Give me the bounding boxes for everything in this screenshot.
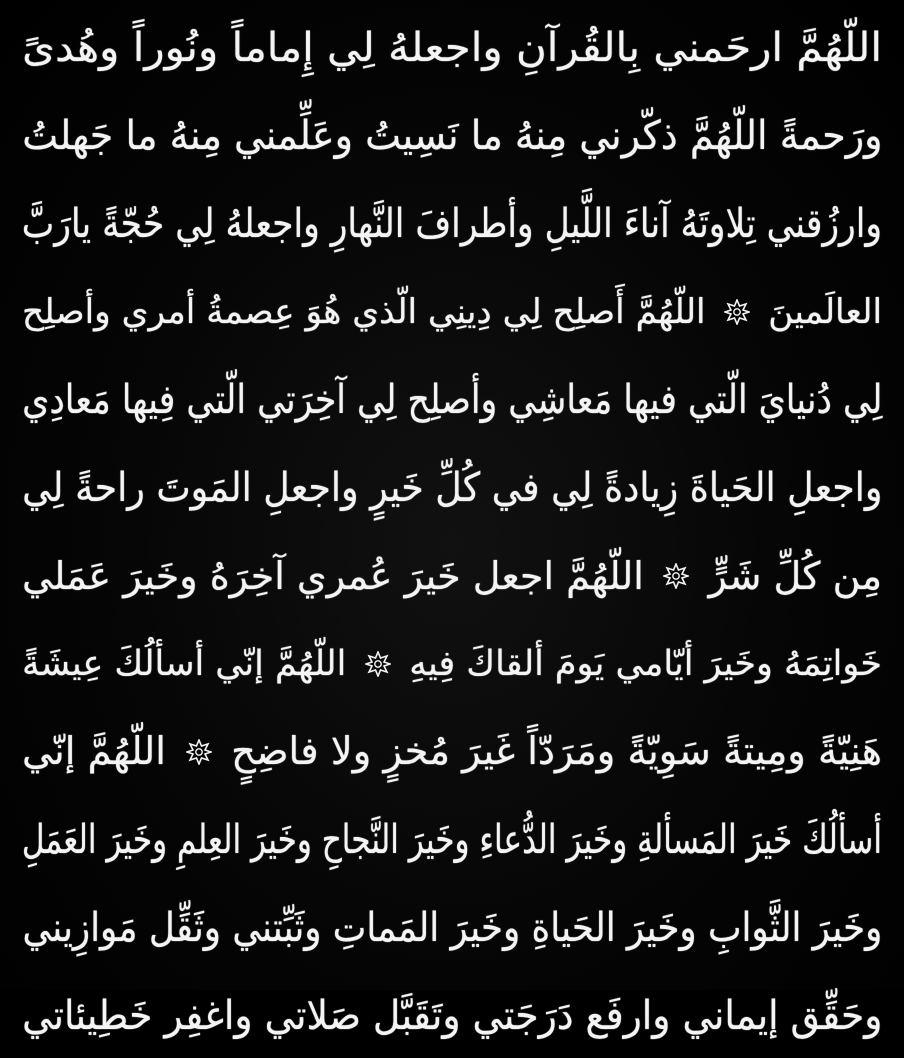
line-text: وحَقِّق إيماني وارفَع دَرَجَتي وتَقَبَّل صَلاتي واغفِر خَطِيئاتي (21, 993, 883, 1039)
text-line-4 (22, 270, 882, 354)
line-text: وارزُقني تِلاوتَهُ آناءَ اللَّيلِ وأطرافَ النَّهارِ واجعلهُ لِي حُجّةً يارَبَّ (21, 201, 883, 247)
text-line-3 (22, 182, 882, 266)
text-line-12 (22, 974, 882, 1058)
line-text: لِي دُنيايَ الّتي فيها مَعاشِي وأصلِح لِي آخِرَتي الّتي فِيها مَعادِي (21, 377, 882, 423)
text-line-5 (22, 358, 882, 442)
text-line-1 (22, 6, 882, 90)
star-ornament-icon (724, 299, 750, 325)
line-text-before-ornament: خَواتِمَهُ وخَيرَ أيّامي يَومَ ألقاكَ فِيهِ (409, 644, 882, 684)
line-text: واجعلِ الحَياةَ زِيادةً لِي في كُلِّ خَيرٍ واجعلِ المَوتَ راحةً لِي (21, 465, 882, 511)
star-ornament-icon (186, 739, 212, 765)
text-line-2 (22, 94, 882, 178)
text-line-8 (22, 622, 882, 706)
star-ornament-icon (663, 563, 689, 589)
line-text-before-ornament: مِن كُلِّ شَرٍّ (708, 554, 882, 598)
line-text: أسألُكَ خَيرَ المَسألةِ وخَيرَ الدُّعاءِ وخَيرَ النَّجاحِ وخَيرَ العِلمِ وخَيرَ العَمَلِ (21, 817, 883, 863)
text-line-11 (22, 886, 882, 970)
line-text-before-ornament: هَنِيّةً ومِيتةً سَوِيّةً ومَرَدّاً غَيرَ مُخزٍ ولا فاضِحٍ (231, 729, 882, 774)
line-text-after-ornament: اللّهُمَّ إنّي أسألُكَ عِيشَةً (22, 644, 347, 684)
line-text-after-ornament: اللّهُمَّ إنّي (22, 729, 166, 774)
line-text-after-ornament: اللّهُمَّ أَصلِح لِي دِينِي الّذي هُوَ عِصمةُ أمري وأصلِح (22, 292, 706, 332)
line-text-after-ornament: اللّهُمَّ اجعل خَيرَ عُمري آخِرَهُ وخَيرَ عَمَلي (22, 554, 644, 598)
line-text-before-ornament: العالَمينَ (768, 292, 882, 332)
line-text: ورَحمةً اللّهُمَّ ذكّرني مِنهُ ما نَسِيتُ وعَلِّمني مِنهُ ما جَهلتُ (21, 113, 883, 159)
text-line-6 (22, 446, 882, 530)
star-ornament-icon (365, 651, 391, 677)
text-line-10 (22, 798, 882, 882)
text-line-7 (22, 534, 882, 618)
text-line-9 (22, 710, 882, 794)
line-text: اللّهُمَّ ارحَمني بِالقُرآنِ واجعلهُ لِي إِماماً ونُوراً وهُدىً (22, 25, 883, 71)
line-text: وخَيرَ الثَّوابِ وخَيرَ الحَياةِ وخَيرَ المَماتِ وثَبِّتني وثَقِّل مَوازِيني (22, 905, 882, 951)
